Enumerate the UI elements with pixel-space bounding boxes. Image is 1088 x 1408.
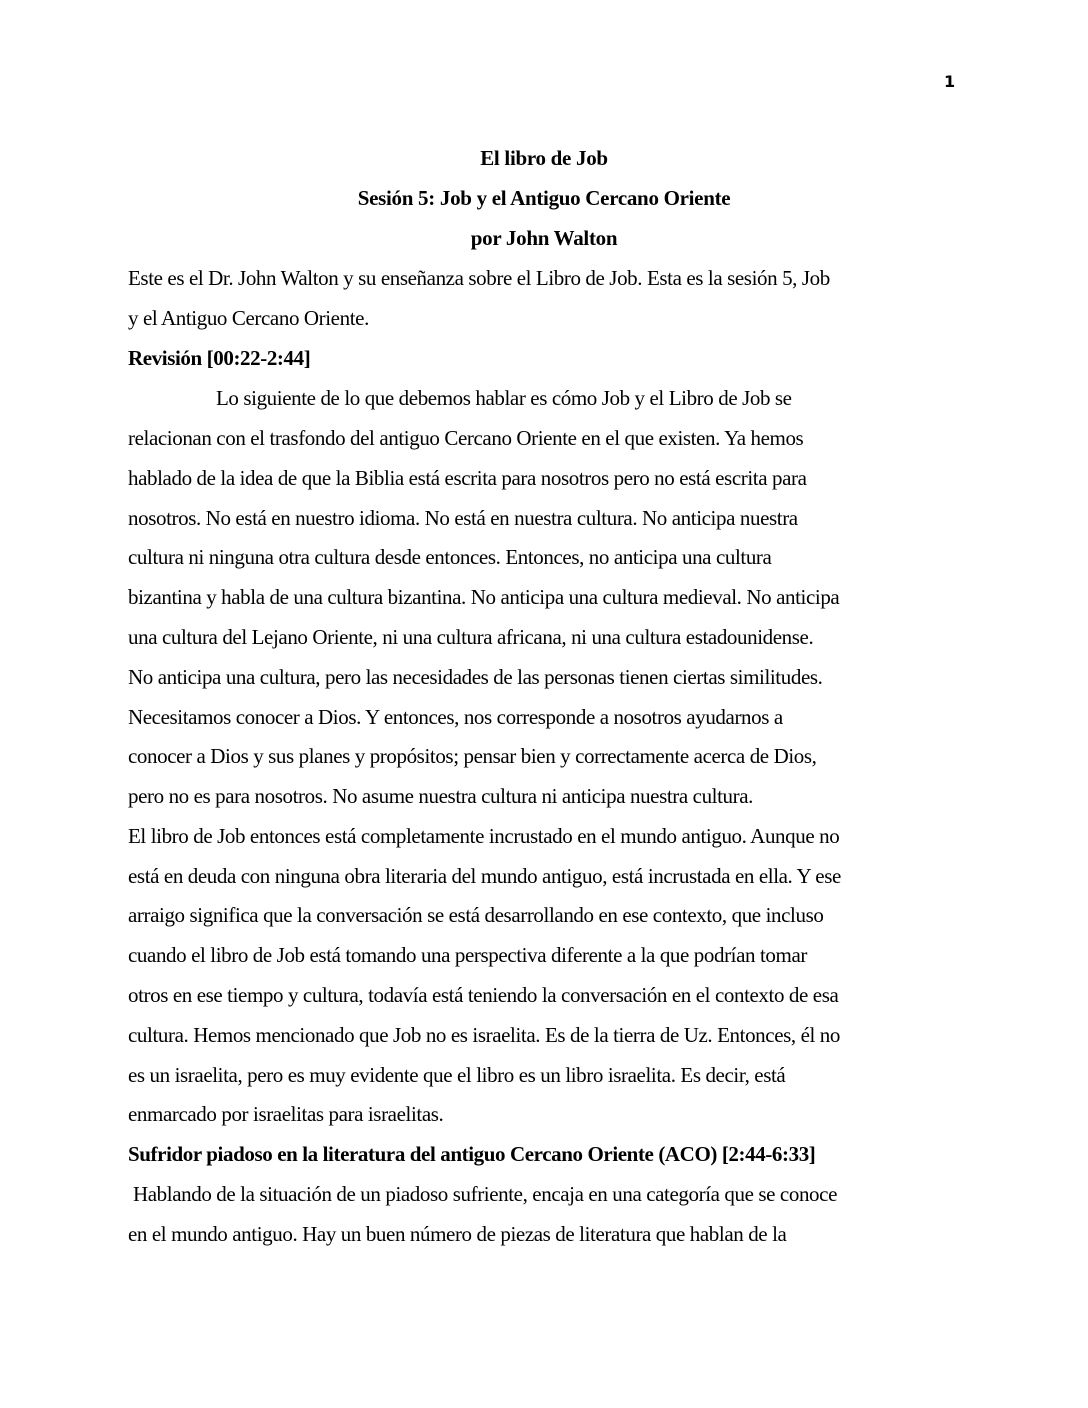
body-line: nosotros. No está en nuestro idioma. No está en nuestra cultura. No anticipa nuestra [128,506,798,530]
body-line: otros en ese tiempo y cultura, todavía está teniendo la conversación en el contexto de esa [128,983,839,1007]
body-line: en el mundo antiguo. Hay un buen número de piezas de literatura que hablan de la [128,1222,787,1246]
body-line: Necesitamos conocer a Dios. Y entonces, nos corresponde a nosotros ayudarnos a [128,705,783,729]
body-line: Hablando de la situación de un piadoso sufriente, encaja en una categoría que se conoce [133,1182,837,1206]
body-line: enmarcado por israelitas para israelitas. [128,1102,444,1126]
section-heading-pious-sufferer: Sufridor piadoso en la literatura del antiguo Cercano Oriente (ACO) [2:44-6:33] [128,1142,816,1166]
section-heading-revision: Revisión [00:22-2:44] [128,346,311,370]
intro-line: y el Antiguo Cercano Oriente. [128,306,369,330]
body-line: arraigo significa que la conversación se está desarrollando en ese contexto, que incluso [128,903,824,927]
page-number: 1 [944,72,956,91]
intro-line: Este es el Dr. John Walton y su enseñanza sobre el Libro de Job. Esta es la sesión 5, Job [128,266,830,290]
document-subtitle: Sesión 5: Job y el Antiguo Cercano Oriente [357,186,731,210]
body-line: pero no es para nosotros. No asume nuestra cultura ni anticipa nuestra cultura. [128,784,754,808]
document-title: El libro de Job [480,146,608,170]
body-line: conocer a Dios y sus planes y propósitos; pensar bien y correctamente acerca de Dios, [128,744,817,768]
body-line: está en deuda con ninguna obra literaria del mundo antiguo, está incrustada en ella. Y ese [128,864,841,888]
document-author: por John Walton [470,226,618,250]
body-line: bizantina y habla de una cultura bizantina. No anticipa una cultura medieval. No anticipa [128,585,840,609]
body-line: cultura. Hemos mencionado que Job no es israelita. Es de la tierra de Uz. Entonces, él no [128,1023,840,1047]
body-line: Lo siguiente de lo que debemos hablar es cómo Job y el Libro de Job se [216,386,792,410]
body-line: relacionan con el trasfondo del antiguo Cercano Oriente en el que existen. Ya hemos [128,426,804,450]
body-line: El libro de Job entonces está completamente incrustado en el mundo antiguo. Aunque no [128,824,840,848]
body-line: una cultura del Lejano Oriente, ni una cultura africana, ni una cultura estadounidense. [128,625,814,649]
body-line: hablado de la idea de que la Biblia está escrita para nosotros pero no está escrita para [128,466,807,490]
body-line: es un israelita, pero es muy evidente que el libro es un libro israelita. Es decir, está [128,1063,786,1087]
body-line: cultura ni ninguna otra cultura desde entonces. Entonces, no anticipa una cultura [128,545,772,569]
body-line: cuando el libro de Job está tomando una perspectiva diferente a la que podrían tomar [128,943,807,967]
body-line: No anticipa una cultura, pero las necesidades de las personas tienen ciertas similitudes. [128,665,823,689]
